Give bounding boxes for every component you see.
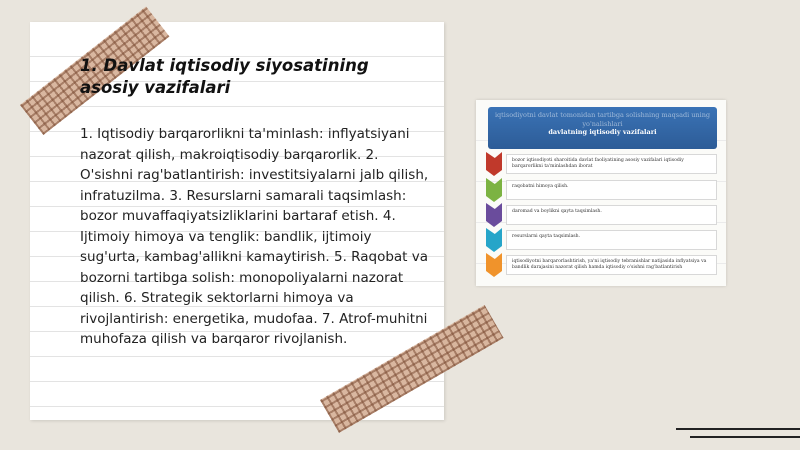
thumbnail-row xyxy=(486,152,717,176)
thumbnail-header-title: davlatning iqtisodiy vazifalari xyxy=(548,128,657,136)
thumbnail-row-text: iqtisodiyotni barqarorlashtirish, ya'ni iqtisodiy tebranishlar natijasida inflyatsiya va bandlik darajasini nazorat qilish hamda iqtisodiy o'sishni rag'batlantirish xyxy=(506,255,717,275)
thumbnail-row xyxy=(486,253,717,277)
chevron-icon xyxy=(486,203,502,227)
thumbnail-row xyxy=(486,203,717,227)
thumbnail-header-subtitle: iqtisodiyotni davlat tomonidan tartibga solishning maqsadi uning yo'nalishlari xyxy=(494,111,711,128)
slide-title: 1. Davlat iqtisodiy siyosatining asosiy vazifalari xyxy=(80,56,369,97)
decorative-rule xyxy=(676,428,800,430)
decorative-rule xyxy=(690,436,800,438)
thumbnail-row-text: daromad va boylikni qayta taqsimlash. xyxy=(506,205,717,225)
thumbnail-row xyxy=(486,178,717,202)
chevron-icon xyxy=(486,152,502,176)
thumbnail-row-text: resurslarni qayta taqsimlash. xyxy=(506,230,717,250)
thumbnail-row xyxy=(486,228,717,252)
chevron-icon xyxy=(486,253,502,277)
embedded-slide-image xyxy=(476,100,726,286)
thumbnail-header xyxy=(488,107,717,149)
thumbnail-row-text: bozor iqtisodiyoti sharoitida davlat faoliyatining asosiy vazifalari iqtisodiy barqarorlikni ta'minlashdan iborat xyxy=(506,154,717,174)
chevron-icon xyxy=(486,178,502,202)
thumbnail-row-text: raqobatni himoya qilish. xyxy=(506,180,717,200)
chevron-icon xyxy=(486,228,502,252)
slide-body: 1. Iqtisodiy barqarorlikni ta'minlash: inflyatsiyani nazorat qilish, makroiqtisodiy barqarorlik. 2. O'sishni rag'batlantirish: investitsiyalarni jalb qilish, infratuzilma. 3. Resurslarni samarali taqsimlash: bozor muvaffaqiyatsizliklarini bartaraf etish. 4. Ijtimoiy himoya va tenglik: bandlik, ijtimoiy sug'urta, kambag'allikni kamaytirish. 5. Raqobat va bozorni tartibga solish: monopoliyalarni nazorat qilish. 6. Strategik sektorlarni himoya va rivojlantirish: energetika, mudofaa. 7. Atrof-muhitni muhofaza qilish va barqaror rivojlanish. xyxy=(80,126,429,347)
